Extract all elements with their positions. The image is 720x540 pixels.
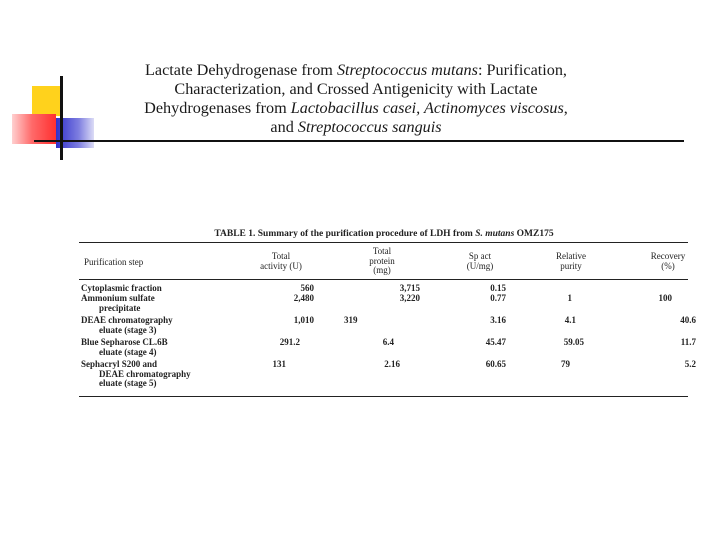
header-relative-purity [540,252,602,271]
header-recovery [640,252,696,271]
table-row-step [81,338,231,357]
header-text: Recovery [650,251,686,261]
title-text: Lactate Dehydrogenase from [145,61,337,79]
title-text: Characterization, and Crossed Antigenicity with Lactate [174,80,538,98]
cell-recovery: 5.2 [684,359,696,369]
table-top-rule [79,242,688,243]
step-label: Cytoplasmic fraction [81,283,162,293]
title-species: Streptococcus mutans [336,61,478,79]
cell-protein: 2.16 [384,359,400,369]
header-text: Total [271,251,291,261]
cell-activity: 2,480 [293,293,314,303]
header-text: (%) [661,260,675,271]
title-text: , [563,99,568,117]
cell-protein: 6.4 [382,337,394,347]
header-text: activity (U) [260,260,302,271]
cell-activity: 131 [272,359,286,369]
cell-sp-act: 3.16 [490,315,506,325]
cell-protein: 3,715 [399,283,420,293]
logo-yellow-square [32,86,62,116]
cell-activity: 560 [300,283,314,293]
header-text: (mg) [373,265,391,275]
table-row-step [81,294,231,313]
cell-recovery: 40.6 [680,315,696,325]
step-label: Blue Sepharose CL.6B [81,337,168,347]
paper-title [96,61,616,137]
step-label: precipitate [99,302,141,313]
table-row-step [81,360,231,389]
step-label: eluate (stage 3) [99,324,157,335]
header-sp-act [454,252,506,271]
logo-vertical-line [60,76,63,160]
cell-activity: 1,010 [293,315,314,325]
cell-relative-purity: 1 [567,293,572,303]
cell-sp-act: 0.15 [490,283,506,293]
header-activity [248,252,314,271]
caption-text: OMZ175 [514,229,554,239]
cell-recovery: 100 [658,293,672,303]
header-step: Purification step [84,257,144,267]
table-header-rule [79,279,688,280]
step-label: DEAE chromatography [81,315,173,325]
cell-protein: 319 [344,315,358,325]
title-species: Streptococcus sanguis [297,118,442,136]
header-text: Relative [556,251,586,261]
cell-activity: 291.2 [279,337,300,347]
cell-sp-act: 60.65 [485,359,506,369]
cell-relative-purity: 59.05 [563,337,584,347]
cell-sp-act: 45.47 [485,337,506,347]
caption-species: S. mutans [475,229,515,239]
title-text: and [270,118,298,136]
title-text: Dehydrogenases from [144,99,291,117]
step-label: eluate (stage 4) [99,346,157,357]
header-text: (U/mg) [466,260,494,271]
step-label: eluate (stage 5) [99,378,157,388]
step-label: Ammonium sulfate [81,293,155,303]
cell-recovery: 11.7 [680,337,696,347]
caption-text: TABLE 1. Summary of the purification procedure of LDH from [214,229,476,239]
title-text: : Purification, [477,61,567,79]
cell-sp-act: 0.77 [490,293,506,303]
step-label: DEAE chromatography [99,368,191,379]
cell-relative-purity: 4.1 [564,315,576,325]
header-text: protein [369,255,395,266]
cell-protein: 3,220 [399,293,420,303]
table-caption [80,229,688,239]
cell-relative-purity: 79 [561,359,570,369]
header-text: Sp act [468,251,492,261]
step-label: Sephacryl S200 and [81,359,158,369]
title-species: Lactobacillus casei, Actinomyces viscosus [290,99,564,117]
title-underline [34,140,684,142]
header-protein [344,247,420,276]
header-text: Total [372,246,392,256]
header-text: purity [560,260,582,271]
table-bottom-rule [79,396,688,397]
table-row-step [81,316,231,335]
